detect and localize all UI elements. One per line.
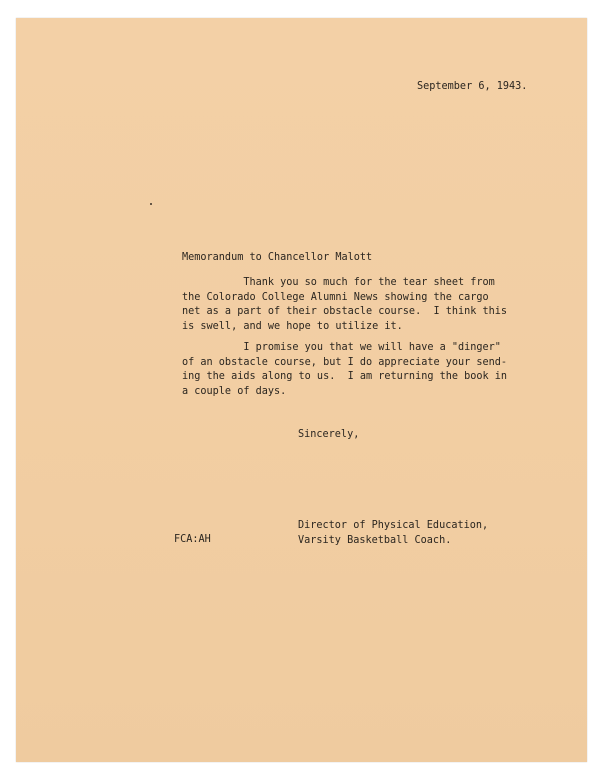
letter-page xyxy=(16,18,587,762)
closing: Sincerely, xyxy=(298,429,360,440)
ink-speck xyxy=(150,203,152,205)
body-paragraph-2: I promise you that we will have a "dinger" of an obstacle course, but I do appreciate your send- ing the aids along to us. I am returning the book in a couple of days. xyxy=(182,342,508,397)
signature-block: Director of Physical Education, Varsity Basketball Coach. xyxy=(298,520,489,546)
reference-initials: FCA:AH xyxy=(174,534,211,545)
letter-date: September 6, 1943. xyxy=(417,81,528,92)
memo-heading: Memorandum to Chancellor Malott xyxy=(182,252,373,263)
body-paragraph-1: Thank you so much for the tear sheet from the Colorado College Alumni News showing the cargo net as a part of their obstacle course. I think this is swell, and we hope to utilize it. xyxy=(182,277,508,332)
